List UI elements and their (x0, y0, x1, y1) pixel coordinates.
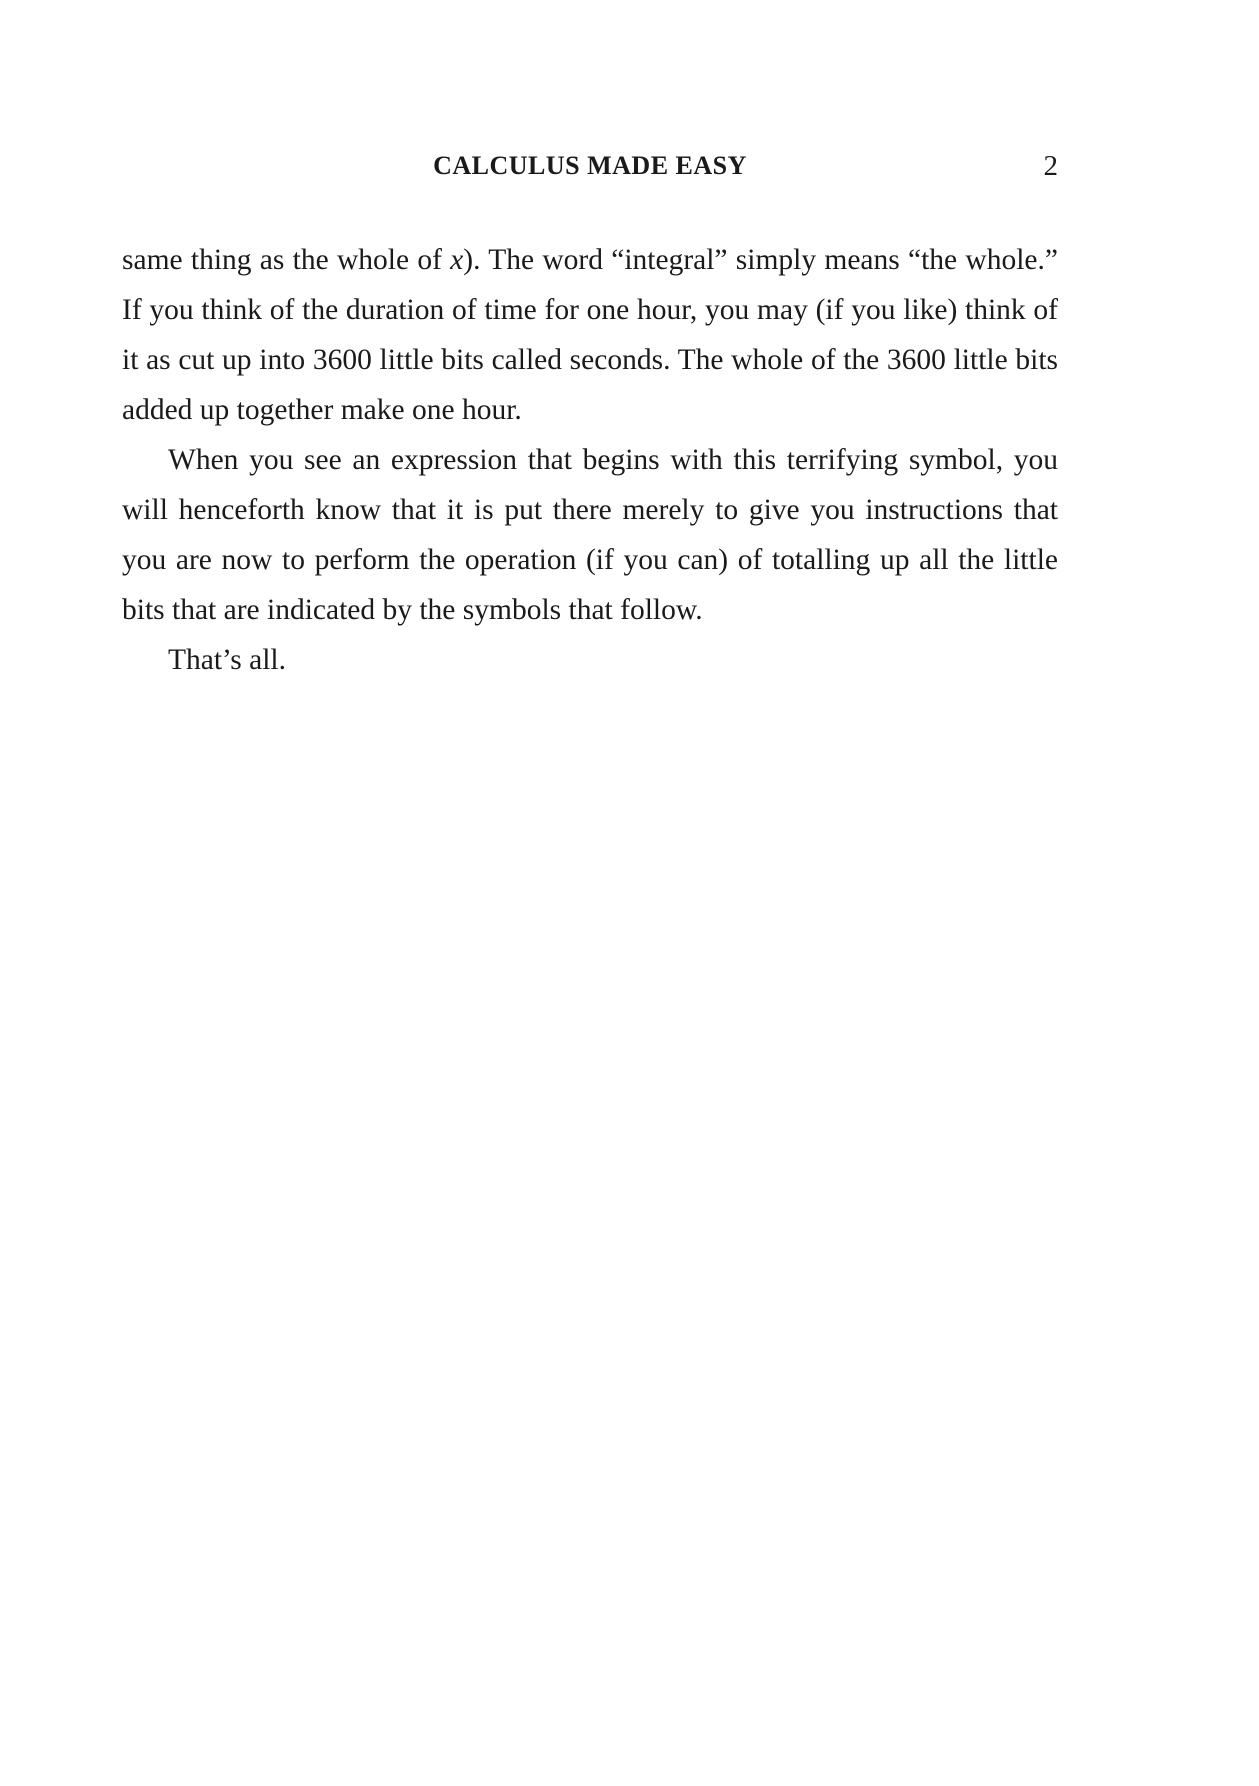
text-body (122, 235, 1058, 685)
math-variable-x: x (450, 244, 464, 276)
paragraph-1-text-a: same thing as the whole of (122, 244, 451, 276)
paragraph-1 (122, 235, 1058, 435)
paragraph-1-text-b: ). The word “integral” simply means “the whole.” If you think of the duration of time for one hour, you may (if you like) think of it as cut up into 3600 little bits called seconds. The whole of the 3600 little bits added up together make one hour. (122, 244, 1058, 426)
paragraph-3: That’s all. (168, 644, 286, 676)
paragraph-2: When you see an expression that begins with this terrifying symbol, you will henceforth know that it is put there merely to give you instructions that you are now to perform the operation (if you can) of totalling up all the little bits that are indicated by the symbols that follow. (122, 444, 1058, 626)
page-number: 2 (1043, 150, 1058, 182)
running-title: CALCULUS MADE EASY (433, 151, 747, 180)
running-head (122, 146, 1058, 186)
